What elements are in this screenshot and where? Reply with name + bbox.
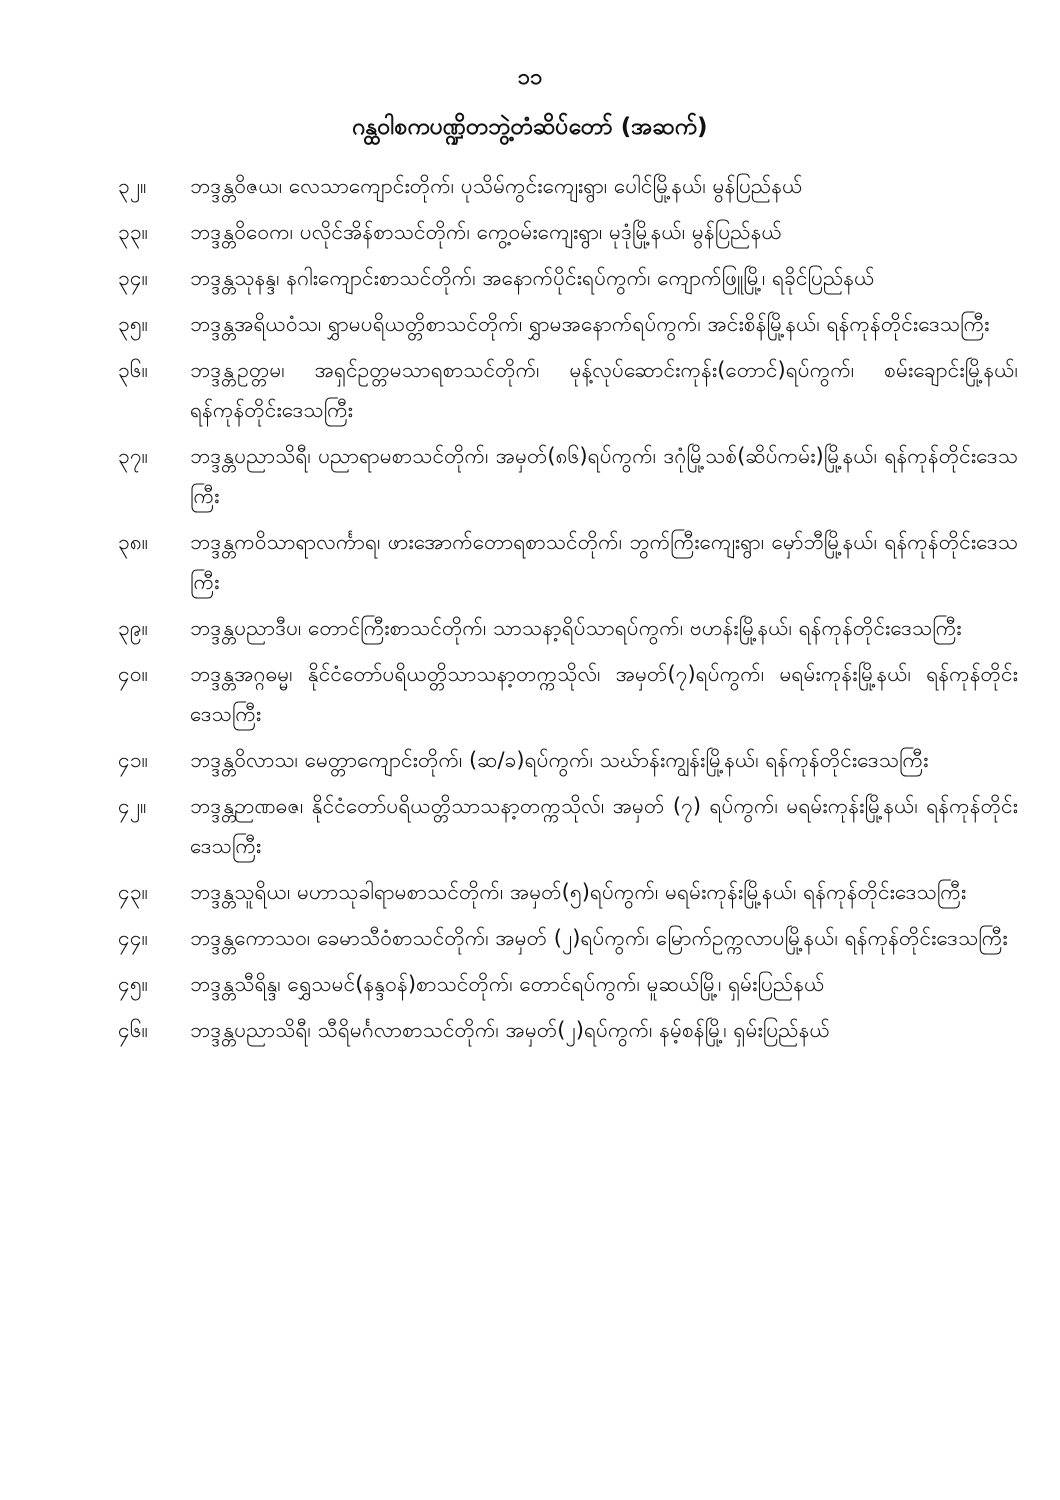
entry-text: ဘဒ္ဒန္တကဝိသာရာလင်္ကာရ၊ ဖားအောက်တောရစာသင်တိုက်၊ ဘွက်ကြီးကျေးရွာ၊ မှော်ဘီမြို့နယ်၊ ရန်ကုန်တိုင်းဒေသကြီး: [190, 530, 1018, 594]
entry-text: ဘဒ္ဒန္တကောသဝ၊ ခေမာသီဝံစာသင်တိုက်၊ အမှတ် (၂)ရပ်ကွက်၊ မြောက်ဥက္ကလာပမြို့နယ်၊ ရန်ကုန်တိုင်းဒေသကြီး: [190, 926, 1008, 950]
entry-text: ဘဒ္ဒန္တအရိယဝံသ၊ ရွှာမပရိယတ္တိစာသင်တိုက်၊ ရွှာမအနောက်ရပ်ကွက်၊ အင်းစိန်မြို့နယ်၊ ရန်ကုန်တိုင်းဒေသကြီး: [190, 312, 990, 336]
entry-number: ၄၆။: [118, 1018, 148, 1042]
list-item: [118, 166, 1018, 206]
list-item: [118, 740, 1018, 780]
list-item: [118, 304, 1018, 344]
entry-text: ဘဒ္ဒန္တဥတ္တမ၊ အရှင်ဥတ္တမသာရစာသင်တိုက်၊ မုန့်လုပ်ဆောင်းကုန်း(တောင်)ရပ်ကွက်၊ စမ်းချောင်းမြို့နယ်၊ ရန်ကုန်တိုင်းဒေသကြီး: [190, 358, 1018, 422]
entry-text: ဘဒ္ဒန္တသုနန္ဒ၊ နဂါးကျောင်းစာသင်တိုက်၊ အနောက်ပိုင်းရပ်ကွက်၊ ကျောက်ဖြူမြို့၊ ရခိုင်ပြည်နယ်: [190, 266, 875, 290]
list-item: [118, 1010, 1018, 1050]
list-item: [118, 522, 1018, 602]
entry-number: ၄၀။: [118, 662, 148, 686]
entry-number: ၃၇။: [118, 444, 148, 468]
entry-text: ဘဒ္ဒန္တဝိလာသ၊ မေတ္တာကျောင်းတိုက်၊ (ဆ/ခ)ရပ်ကွက်၊ သဃ်ာန်းကျွန်းမြို့နယ်၊ ရန်ကုန်တိုင်းဒေသကြီး: [190, 748, 929, 772]
entry-number: ၃၄။: [118, 266, 148, 290]
entry-text: ဘဒ္ဒန္တအဂ္ဂဓမ္မ၊ နိုင်ငံတော်ပရိယတ္တိသာသနာ့တက္ကသိုလ်၊ အမှတ်(၇)ရပ်ကွက်၊ မရမ်းကုန်းမြို့နယ်၊ ရန်ကုန်တိုင်းဒေသကြီး: [190, 662, 1018, 726]
entry-number: ၄၃။: [118, 880, 148, 904]
entry-number: ၃၃။: [118, 220, 148, 244]
list-item: [118, 608, 1018, 648]
entry-number: ၄၅။: [118, 972, 148, 996]
list-item: [118, 918, 1018, 958]
list-item: [118, 964, 1018, 1004]
entry-number: ၃၂။: [118, 174, 147, 198]
entry-text: ဘဒ္ဒန္တသီရိန္ဒ၊ ရွှေသမင်(နန္ဒဝန်)စာသင်တိုက်၊ တောင်ရပ်ကွက်၊ မူဆယ်မြို့၊ ရှမ်းပြည်နယ်: [190, 972, 825, 996]
list-item: [118, 436, 1018, 516]
entry-text: ဘဒ္ဒန္တပညာဒီပ၊ တောင်ကြီးစာသင်တိုက်၊ သာသနာ့ရိပ်သာရပ်ကွက်၊ ဗဟန်းမြို့နယ်၊ ရန်ကုန်တိုင်းဒေသကြီး: [190, 616, 962, 640]
entry-text: ဘဒ္ဒန္တသူရိယ၊ မဟာသုခါရာမစာသင်တိုက်၊ အမှတ်(၅)ရပ်ကွက်၊ မရမ်းကုန်းမြို့နယ်၊ ရန်ကုန်တိုင်းဒေသကြီး: [190, 880, 967, 904]
entry-text: ဘဒ္ဒန္တဝိဇယ၊ လေသာကျောင်းတိုက်၊ ပုသိမ်ကွင်းကျေးရွာ၊ ပေါင်မြို့နယ်၊ မွန်ပြည်နယ်: [190, 174, 803, 198]
entry-text: ဘဒ္ဒန္တပညာသိရီ၊ သီရိမင်္ဂလာစာသင်တိုက်၊ အမှတ်(၂)ရပ်ကွက်၊ နမ့်စန်မြို့၊ ရှမ်းပြည်နယ်: [190, 1018, 830, 1042]
page-title: ဂန္ထဝါစကပဏ္ဍိတဘွဲ့တံဆိပ်တော် (အဆက်): [352, 114, 708, 140]
list-item: [118, 872, 1018, 912]
entry-number: ၃၆။: [118, 358, 148, 382]
entry-number: ၄၁။: [118, 748, 148, 772]
entry-text: ဘဒ္ဒန္တဝိဝေက၊ ပလိုင်အိန်စာသင်တိုက်၊ ကွေ့ဝမ်းကျေးရွာ၊ မုဒုံမြို့နယ်၊ မွန်ပြည်နယ်: [190, 220, 782, 244]
page-number: ၁၁: [517, 65, 543, 90]
list-item: [118, 258, 1018, 298]
entry-list: [118, 166, 1018, 1056]
entry-number: ၄၂။: [118, 794, 147, 818]
list-item: [118, 350, 1018, 430]
entry-text: ဘဒ္ဒန္တဉာဏဓဇ၊ နိုင်ငံတော်ပရိယတ္တိသာသနာ့တက္ကသိုလ်၊ အမှတ် (၇) ရပ်ကွက်၊ မရမ်းကုန်းမြို့နယ်၊ ရန်ကုန်တိုင်းဒေသကြီး: [190, 794, 1018, 858]
entry-text: ဘဒ္ဒန္တပညာသိရီ၊ ပညာရာမစာသင်တိုက်၊ အမှတ်(၈၆)ရပ်ကွက်၊ ဒဂုံမြို့သစ်(ဆိပ်ကမ်း)မြို့နယ်၊ ရန်ကုန်တိုင်းဒေသကြီး: [190, 444, 1018, 508]
list-item: [118, 654, 1018, 734]
entry-number: ၃၈။: [118, 530, 149, 554]
list-item: [118, 786, 1018, 866]
entry-number: ၃၅။: [118, 312, 148, 336]
entry-number: ၃၉။: [118, 616, 148, 640]
entry-number: ၄၄။: [118, 926, 148, 950]
list-item: [118, 212, 1018, 252]
